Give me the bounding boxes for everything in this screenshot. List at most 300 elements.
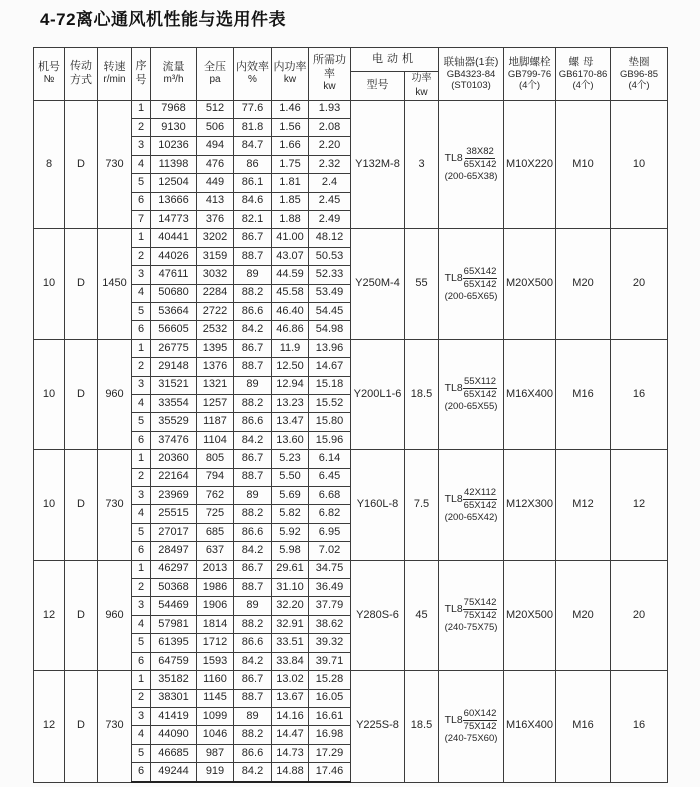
cell-internal-power: 5.98 xyxy=(272,542,309,560)
cell-drive: D xyxy=(65,671,98,782)
cell-required-power: 15.18 xyxy=(309,376,351,394)
cell-efficiency: 88.2 xyxy=(234,726,272,744)
header-pressure: 全压 pa xyxy=(197,48,234,101)
cell-pressure: 2532 xyxy=(197,321,234,339)
cell-internal-power: 1.46 xyxy=(272,100,309,118)
cell-internal-power: 5.82 xyxy=(272,505,309,523)
cell-anchor-bolt: M12X300 xyxy=(504,450,556,560)
cell-pressure: 1145 xyxy=(197,689,234,707)
cell-pressure: 3032 xyxy=(197,266,234,284)
cell-pressure: 1814 xyxy=(197,615,234,633)
cell-internal-power: 31.10 xyxy=(272,579,309,597)
cell-pressure: 3159 xyxy=(197,247,234,265)
cell-flow: 57981 xyxy=(151,615,197,633)
cell-flow: 61395 xyxy=(151,634,197,652)
cell-seq: 1 xyxy=(132,560,151,578)
header-efficiency: 内效率 % xyxy=(234,48,272,101)
header-motor-model: 型号 xyxy=(351,72,405,101)
cell-required-power: 34.75 xyxy=(309,560,351,578)
cell-seq: 6 xyxy=(132,192,151,210)
cell-efficiency: 86.6 xyxy=(234,744,272,762)
cell-pressure: 1593 xyxy=(197,652,234,670)
cell-pressure: 1986 xyxy=(197,579,234,597)
cell-pressure: 376 xyxy=(197,210,234,228)
cell-pressure: 512 xyxy=(197,100,234,118)
cell-required-power: 13.96 xyxy=(309,339,351,357)
cell-washer: 12 xyxy=(611,450,668,560)
cell-coupling xyxy=(439,229,504,339)
cell-flow: 64759 xyxy=(151,652,197,670)
coupling-spec xyxy=(440,708,502,744)
coupling-numerator: 75X142 xyxy=(463,597,497,609)
cell-flow: 44026 xyxy=(151,247,197,265)
cell-seq: 6 xyxy=(132,763,151,782)
cell-flow: 49244 xyxy=(151,763,197,782)
cell-required-power: 2.08 xyxy=(309,118,351,136)
table-row xyxy=(34,560,668,578)
cell-efficiency: 82.1 xyxy=(234,210,272,228)
cell-internal-power: 29.61 xyxy=(272,560,309,578)
coupling-spec xyxy=(440,376,502,412)
header-required-power: 所需功率 kw xyxy=(309,48,351,101)
cell-required-power: 15.96 xyxy=(309,431,351,449)
cell-efficiency: 88.2 xyxy=(234,505,272,523)
cell-flow: 35529 xyxy=(151,413,197,431)
cell-efficiency: 88.7 xyxy=(234,247,272,265)
cell-flow: 37476 xyxy=(151,431,197,449)
coupling-denominator: 75X142 xyxy=(463,721,497,733)
cell-internal-power: 5.50 xyxy=(272,468,309,486)
cell-required-power: 38.62 xyxy=(309,615,351,633)
cell-required-power: 48.12 xyxy=(309,229,351,247)
cell-seq: 6 xyxy=(132,321,151,339)
cell-internal-power: 41.00 xyxy=(272,229,309,247)
cell-pressure: 1160 xyxy=(197,671,234,689)
cell-anchor-bolt: M10X220 xyxy=(504,100,556,229)
cell-efficiency: 88.7 xyxy=(234,468,272,486)
cell-seq: 5 xyxy=(132,744,151,762)
cell-machine-no: 12 xyxy=(34,560,65,670)
cell-seq: 3 xyxy=(132,487,151,505)
cell-flow: 28497 xyxy=(151,542,197,560)
cell-motor-power: 18.5 xyxy=(405,339,439,449)
cell-internal-power: 33.51 xyxy=(272,634,309,652)
cell-efficiency: 86.6 xyxy=(234,413,272,431)
cell-efficiency: 86.7 xyxy=(234,560,272,578)
cell-required-power: 14.67 xyxy=(309,358,351,376)
cell-flow: 41419 xyxy=(151,707,197,725)
cell-internal-power: 13.60 xyxy=(272,431,309,449)
cell-motor-model: Y200L1-6 xyxy=(351,339,405,449)
cell-seq: 2 xyxy=(132,689,151,707)
cell-efficiency: 88.2 xyxy=(234,284,272,302)
cell-efficiency: 89 xyxy=(234,266,272,284)
cell-flow: 11398 xyxy=(151,155,197,173)
cell-required-power: 54.45 xyxy=(309,302,351,320)
cell-flow: 33554 xyxy=(151,395,197,413)
cell-machine-no: 8 xyxy=(34,100,65,229)
cell-nut: M20 xyxy=(556,229,611,339)
cell-washer: 10 xyxy=(611,100,668,229)
coupling-spec xyxy=(440,597,502,633)
cell-internal-power: 5.92 xyxy=(272,523,309,541)
cell-flow: 9130 xyxy=(151,118,197,136)
cell-efficiency: 86.6 xyxy=(234,523,272,541)
cell-nut: M16 xyxy=(556,339,611,449)
header-machine-no: 机号 № xyxy=(34,48,65,101)
cell-pressure: 413 xyxy=(197,192,234,210)
cell-motor-model: Y280S-6 xyxy=(351,560,405,670)
header-flow: 流量 m³/h xyxy=(151,48,197,101)
cell-seq: 4 xyxy=(132,155,151,173)
cell-pressure: 506 xyxy=(197,118,234,136)
table-row xyxy=(34,229,668,247)
cell-flow: 53664 xyxy=(151,302,197,320)
cell-speed: 730 xyxy=(98,450,132,560)
cell-flow: 26775 xyxy=(151,339,197,357)
coupling-numerator: 38X82 xyxy=(466,146,494,158)
cell-flow: 31521 xyxy=(151,376,197,394)
coupling-numerator: 60X142 xyxy=(463,708,497,720)
cell-flow: 20360 xyxy=(151,450,197,468)
cell-pressure: 449 xyxy=(197,174,234,192)
cell-coupling xyxy=(439,339,504,449)
cell-seq: 4 xyxy=(132,615,151,633)
cell-pressure: 1321 xyxy=(197,376,234,394)
cell-coupling xyxy=(439,100,504,229)
cell-required-power: 2.32 xyxy=(309,155,351,173)
cell-required-power: 6.68 xyxy=(309,487,351,505)
cell-required-power: 15.80 xyxy=(309,413,351,431)
cell-flow: 50680 xyxy=(151,284,197,302)
header-nut: 螺母 GB6170-86 (4个) xyxy=(556,48,611,101)
coupling-numerator: 55X112 xyxy=(464,376,497,388)
cell-seq: 7 xyxy=(132,210,151,228)
coupling-spec xyxy=(440,487,502,523)
cell-required-power: 16.98 xyxy=(309,726,351,744)
cell-internal-power: 12.94 xyxy=(272,376,309,394)
cell-required-power: 39.32 xyxy=(309,634,351,652)
cell-pressure: 494 xyxy=(197,137,234,155)
coupling-denominator: 65X142 xyxy=(463,278,497,290)
header-internal-power: 内功率 kw xyxy=(272,48,309,101)
cell-required-power: 37.79 xyxy=(309,597,351,615)
cell-efficiency: 86.1 xyxy=(234,174,272,192)
cell-pressure: 1099 xyxy=(197,707,234,725)
cell-machine-no: 12 xyxy=(34,671,65,782)
coupling-note: (240-75X75) xyxy=(444,622,498,634)
header-drive: 传动 方式 xyxy=(65,48,98,101)
cell-pressure: 1376 xyxy=(197,358,234,376)
cell-efficiency: 84.7 xyxy=(234,137,272,155)
coupling-fraction xyxy=(463,266,498,291)
table-row xyxy=(34,671,668,689)
cell-pressure: 794 xyxy=(197,468,234,486)
cell-seq: 6 xyxy=(132,652,151,670)
cell-efficiency: 86.6 xyxy=(234,302,272,320)
header-motor: 电动机 xyxy=(351,48,439,72)
cell-flow: 46297 xyxy=(151,560,197,578)
coupling-note: (240-75X60) xyxy=(444,732,498,744)
header-speed: 转速 r/min xyxy=(98,48,132,101)
cell-required-power: 15.52 xyxy=(309,395,351,413)
coupling-spec xyxy=(440,266,502,302)
cell-pressure: 2013 xyxy=(197,560,234,578)
cell-internal-power: 1.75 xyxy=(272,155,309,173)
cell-internal-power: 11.9 xyxy=(272,339,309,357)
cell-internal-power: 12.50 xyxy=(272,358,309,376)
table-row xyxy=(34,339,668,357)
cell-speed: 730 xyxy=(98,671,132,782)
coupling-prefix: TL8 xyxy=(444,382,463,395)
coupling-note: (200-65X42) xyxy=(444,511,498,523)
cell-flow: 44090 xyxy=(151,726,197,744)
cell-seq: 6 xyxy=(132,431,151,449)
coupling-prefix: TL8 xyxy=(444,152,463,165)
cell-required-power: 1.93 xyxy=(309,100,351,118)
cell-pressure: 1046 xyxy=(197,726,234,744)
cell-internal-power: 5.69 xyxy=(272,487,309,505)
coupling-note: (200-65X55) xyxy=(444,401,498,413)
cell-required-power: 2.49 xyxy=(309,210,351,228)
header-washer: 垫圈 GB96-85 (4个) xyxy=(611,48,668,101)
cell-pressure: 1187 xyxy=(197,413,234,431)
cell-efficiency: 88.7 xyxy=(234,358,272,376)
cell-motor-model: Y132M-8 xyxy=(351,100,405,229)
cell-seq: 5 xyxy=(132,634,151,652)
cell-pressure: 1257 xyxy=(197,395,234,413)
cell-washer: 20 xyxy=(611,560,668,670)
cell-seq: 1 xyxy=(132,450,151,468)
cell-internal-power: 46.86 xyxy=(272,321,309,339)
cell-seq: 3 xyxy=(132,597,151,615)
cell-pressure: 637 xyxy=(197,542,234,560)
cell-flow: 46685 xyxy=(151,744,197,762)
coupling-note: (200-65X65) xyxy=(444,290,498,302)
cell-internal-power: 13.02 xyxy=(272,671,309,689)
cell-motor-power: 7.5 xyxy=(405,450,439,560)
table-body xyxy=(34,100,668,782)
cell-nut: M16 xyxy=(556,671,611,782)
cell-seq: 2 xyxy=(132,358,151,376)
coupling-fraction xyxy=(463,146,498,171)
cell-seq: 3 xyxy=(132,376,151,394)
cell-flow: 47611 xyxy=(151,266,197,284)
cell-required-power: 17.46 xyxy=(309,763,351,782)
cell-pressure: 1104 xyxy=(197,431,234,449)
cell-required-power: 53.49 xyxy=(309,284,351,302)
cell-motor-power: 3 xyxy=(405,100,439,229)
cell-efficiency: 89 xyxy=(234,597,272,615)
cell-internal-power: 5.23 xyxy=(272,450,309,468)
cell-required-power: 16.61 xyxy=(309,707,351,725)
cell-flow: 38301 xyxy=(151,689,197,707)
cell-seq: 5 xyxy=(132,413,151,431)
cell-internal-power: 32.20 xyxy=(272,597,309,615)
cell-pressure: 1395 xyxy=(197,339,234,357)
cell-flow: 7968 xyxy=(151,100,197,118)
cell-seq: 1 xyxy=(132,671,151,689)
cell-coupling xyxy=(439,671,504,782)
cell-required-power: 54.98 xyxy=(309,321,351,339)
cell-nut: M12 xyxy=(556,450,611,560)
cell-flow: 22164 xyxy=(151,468,197,486)
cell-pressure: 725 xyxy=(197,505,234,523)
coupling-fraction xyxy=(463,597,498,622)
cell-internal-power: 1.56 xyxy=(272,118,309,136)
cell-efficiency: 86.7 xyxy=(234,339,272,357)
cell-washer: 20 xyxy=(611,229,668,339)
coupling-fraction xyxy=(463,487,498,512)
header-seq: 序 号 xyxy=(132,48,151,101)
cell-efficiency: 77.6 xyxy=(234,100,272,118)
cell-efficiency: 88.2 xyxy=(234,615,272,633)
cell-seq: 1 xyxy=(132,339,151,357)
header-row-1 xyxy=(34,48,668,72)
cell-seq: 4 xyxy=(132,726,151,744)
cell-flow: 54469 xyxy=(151,597,197,615)
cell-efficiency: 84.2 xyxy=(234,652,272,670)
fan-selection-table xyxy=(33,47,668,783)
coupling-prefix: TL8 xyxy=(444,714,463,727)
cell-seq: 3 xyxy=(132,266,151,284)
cell-flow: 35182 xyxy=(151,671,197,689)
cell-drive: D xyxy=(65,100,98,229)
cell-anchor-bolt: M16X400 xyxy=(504,671,556,782)
coupling-prefix: TL8 xyxy=(444,271,463,284)
cell-efficiency: 89 xyxy=(234,707,272,725)
cell-efficiency: 88.2 xyxy=(234,395,272,413)
coupling-prefix: TL8 xyxy=(444,603,463,616)
cell-flow: 56605 xyxy=(151,321,197,339)
cell-flow: 23969 xyxy=(151,487,197,505)
cell-required-power: 6.82 xyxy=(309,505,351,523)
cell-coupling xyxy=(439,450,504,560)
cell-speed: 1450 xyxy=(98,229,132,339)
cell-seq: 5 xyxy=(132,174,151,192)
cell-seq: 5 xyxy=(132,523,151,541)
cell-efficiency: 86.7 xyxy=(234,229,272,247)
cell-machine-no: 10 xyxy=(34,450,65,560)
cell-internal-power: 13.47 xyxy=(272,413,309,431)
cell-flow: 50368 xyxy=(151,579,197,597)
cell-seq: 6 xyxy=(132,542,151,560)
cell-coupling xyxy=(439,560,504,670)
cell-internal-power: 44.59 xyxy=(272,266,309,284)
cell-washer: 16 xyxy=(611,671,668,782)
cell-pressure: 987 xyxy=(197,744,234,762)
cell-internal-power: 14.16 xyxy=(272,707,309,725)
cell-flow: 12504 xyxy=(151,174,197,192)
cell-flow: 10236 xyxy=(151,137,197,155)
cell-efficiency: 86.6 xyxy=(234,634,272,652)
cell-motor-power: 55 xyxy=(405,229,439,339)
cell-machine-no: 10 xyxy=(34,229,65,339)
cell-internal-power: 1.81 xyxy=(272,174,309,192)
cell-seq: 3 xyxy=(132,137,151,155)
cell-seq: 1 xyxy=(132,229,151,247)
cell-efficiency: 88.7 xyxy=(234,579,272,597)
cell-seq: 5 xyxy=(132,302,151,320)
coupling-denominator: 75X142 xyxy=(463,610,497,622)
cell-nut: M10 xyxy=(556,100,611,229)
cell-seq: 4 xyxy=(132,395,151,413)
cell-required-power: 17.29 xyxy=(309,744,351,762)
table-header xyxy=(34,48,668,101)
cell-efficiency: 88.7 xyxy=(234,689,272,707)
cell-anchor-bolt: M20X500 xyxy=(504,229,556,339)
page-title: 4-72离心通风机性能与选用件表 xyxy=(40,10,287,29)
cell-efficiency: 86.7 xyxy=(234,450,272,468)
cell-drive: D xyxy=(65,339,98,449)
cell-seq: 2 xyxy=(132,579,151,597)
cell-required-power: 2.4 xyxy=(309,174,351,192)
cell-pressure: 2722 xyxy=(197,302,234,320)
cell-internal-power: 43.07 xyxy=(272,247,309,265)
cell-efficiency: 84.2 xyxy=(234,542,272,560)
coupling-denominator: 65X142 xyxy=(463,389,497,401)
cell-internal-power: 14.88 xyxy=(272,763,309,782)
cell-internal-power: 1.85 xyxy=(272,192,309,210)
cell-internal-power: 32.91 xyxy=(272,615,309,633)
cell-pressure: 476 xyxy=(197,155,234,173)
cell-internal-power: 1.66 xyxy=(272,137,309,155)
cell-required-power: 16.05 xyxy=(309,689,351,707)
cell-seq: 2 xyxy=(132,468,151,486)
cell-seq: 3 xyxy=(132,707,151,725)
cell-required-power: 36.49 xyxy=(309,579,351,597)
cell-efficiency: 84.2 xyxy=(234,321,272,339)
cell-efficiency: 81.8 xyxy=(234,118,272,136)
coupling-spec xyxy=(440,146,502,182)
cell-nut: M20 xyxy=(556,560,611,670)
coupling-numerator: 65X142 xyxy=(463,265,497,277)
cell-washer: 16 xyxy=(611,339,668,449)
cell-drive: D xyxy=(65,450,98,560)
cell-pressure: 762 xyxy=(197,487,234,505)
cell-efficiency: 84.6 xyxy=(234,192,272,210)
cell-anchor-bolt: M16X400 xyxy=(504,339,556,449)
coupling-denominator: 65X142 xyxy=(463,499,497,511)
cell-internal-power: 13.67 xyxy=(272,689,309,707)
cell-seq: 4 xyxy=(132,505,151,523)
cell-pressure: 1906 xyxy=(197,597,234,615)
cell-internal-power: 14.47 xyxy=(272,726,309,744)
cell-seq: 2 xyxy=(132,247,151,265)
cell-efficiency: 86 xyxy=(234,155,272,173)
coupling-numerator: 42X112 xyxy=(464,486,497,498)
cell-internal-power: 1.88 xyxy=(272,210,309,228)
cell-required-power: 39.71 xyxy=(309,652,351,670)
cell-motor-power: 18.5 xyxy=(405,671,439,782)
cell-required-power: 2.20 xyxy=(309,137,351,155)
coupling-fraction xyxy=(463,376,498,401)
cell-efficiency: 89 xyxy=(234,487,272,505)
cell-anchor-bolt: M20X500 xyxy=(504,560,556,670)
coupling-fraction xyxy=(463,708,498,733)
cell-efficiency: 84.2 xyxy=(234,763,272,782)
cell-speed: 960 xyxy=(98,339,132,449)
cell-seq: 4 xyxy=(132,284,151,302)
cell-pressure: 1712 xyxy=(197,634,234,652)
cell-motor-model: Y225S-8 xyxy=(351,671,405,782)
cell-internal-power: 14.73 xyxy=(272,744,309,762)
header-coupling: 联轴器(1套) GB4323-84 (ST0103) xyxy=(439,48,504,101)
cell-internal-power: 45.58 xyxy=(272,284,309,302)
cell-required-power: 50.53 xyxy=(309,247,351,265)
cell-flow: 25515 xyxy=(151,505,197,523)
cell-flow: 29148 xyxy=(151,358,197,376)
